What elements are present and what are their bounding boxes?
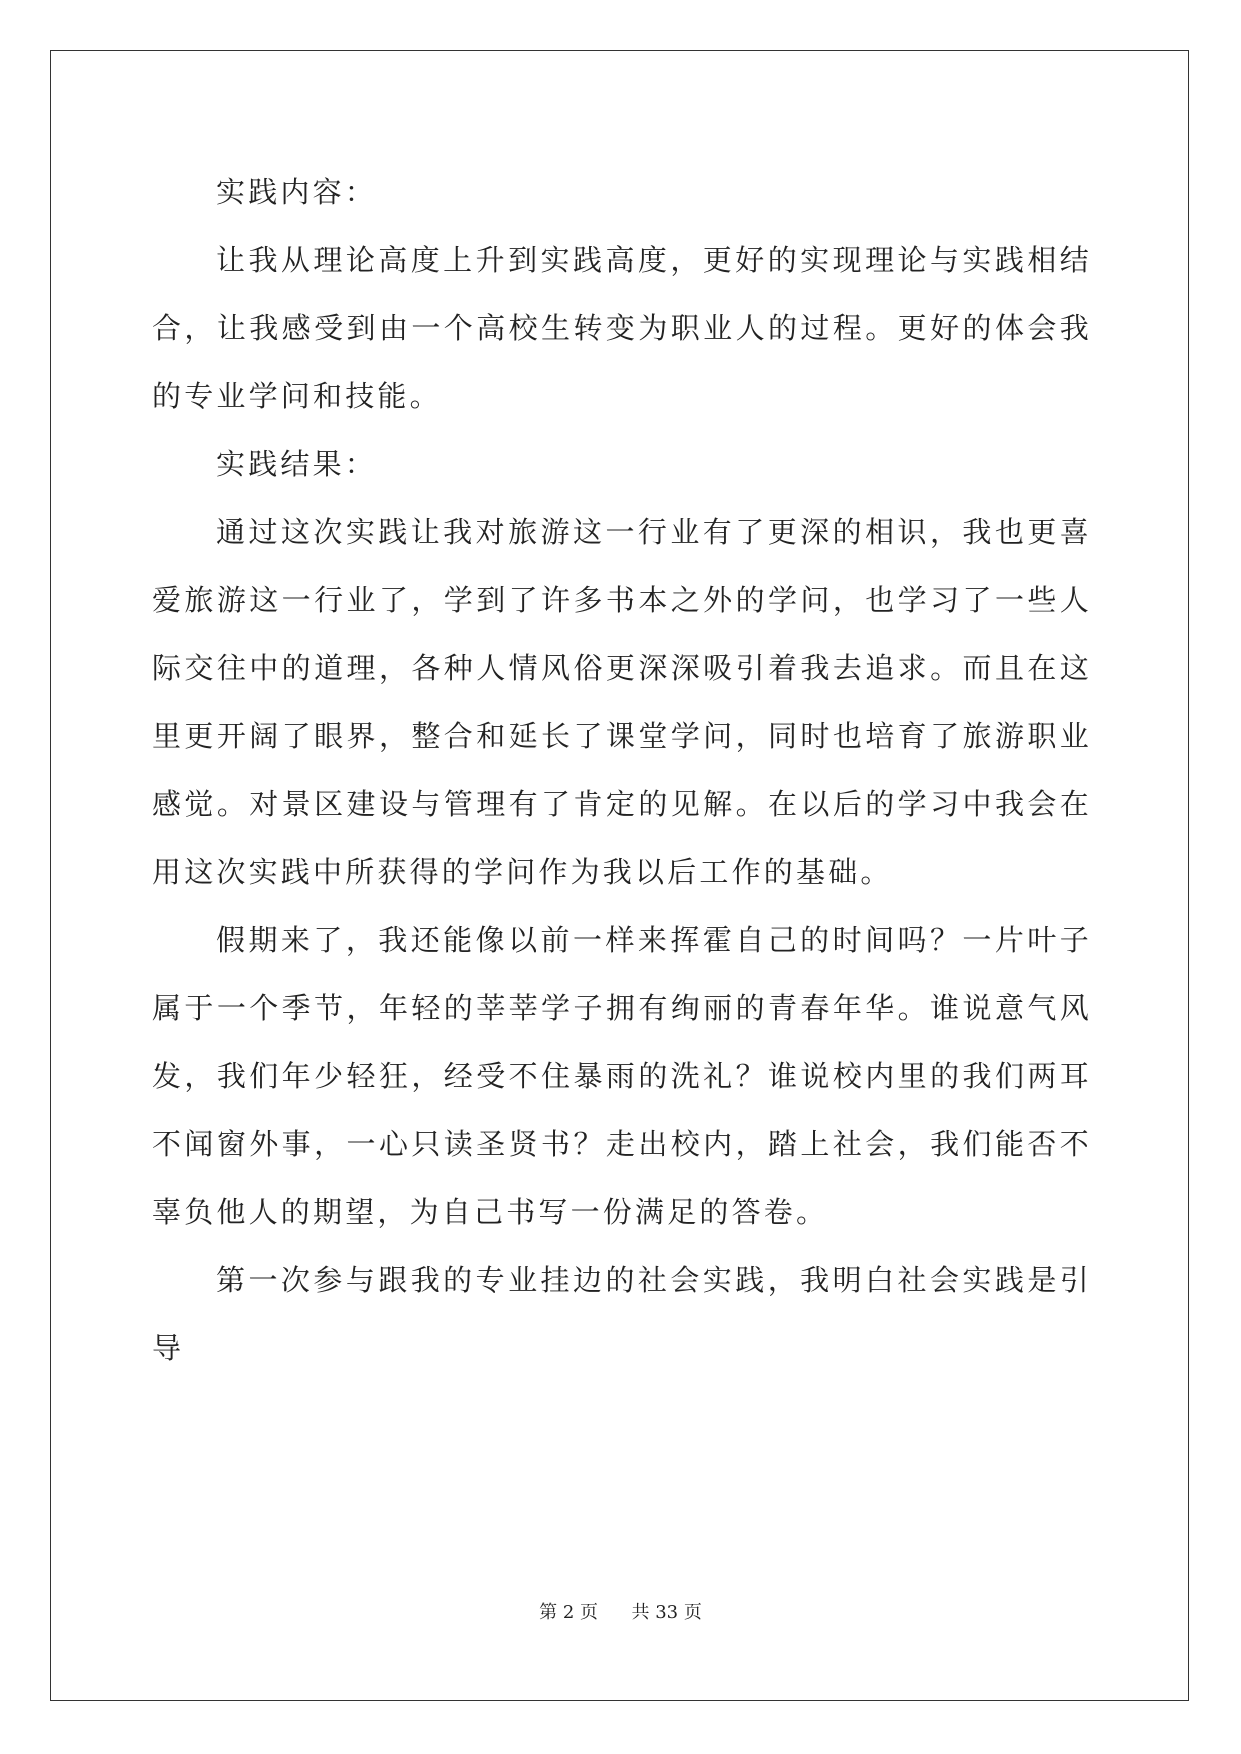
section-heading-result: 实践结果： (216, 447, 378, 481)
paragraph: 第一次参与跟我的专业挂边的社会实践，我明白社会实践是引导 (152, 1263, 1092, 1365)
page-footer (0, 1598, 1241, 1624)
paragraph: 让我从理论高度上升到实践高度，更好的实现理论与实践相结合，让我感受到由一个高校生转变为职业人的过程。更好的体会我的专业学问和技能。 (152, 243, 1092, 413)
page-number: 第 2 页 (539, 1602, 599, 1623)
document-body (152, 158, 1092, 1382)
paragraph: 通过这次实践让我对旅游这一行业有了更深的相识，我也更喜爱旅游这一行业了，学到了许多书本之外的学问，也学习了一些人际交往中的道理，各种人情风俗更深深吸引着我去追求。而且在这里更开阔了眼界，整合和延长了课堂学问，同时也培育了旅游职业感觉。对景区建设与管理有了肯定的见解。在以后的学习中我会在用这次实践中所获得的学问作为我以后工作的基础。 (152, 515, 1092, 889)
paragraph: 假期来了，我还能像以前一样来挥霍自己的时间吗？一片叶子属于一个季节，年轻的莘莘学子拥有绚丽的青春年华。谁说意气风发，我们年少轻狂，经受不住暴雨的洗礼？谁说校内里的我们两耳不闻窗外事，一心只读圣贤书？走出校内，踏上社会，我们能否不辜负他人的期望，为自己书写一份满足的答卷。 (152, 923, 1092, 1229)
section-heading-content: 实践内容： (216, 175, 378, 209)
page-total: 共 33 页 (631, 1602, 702, 1623)
